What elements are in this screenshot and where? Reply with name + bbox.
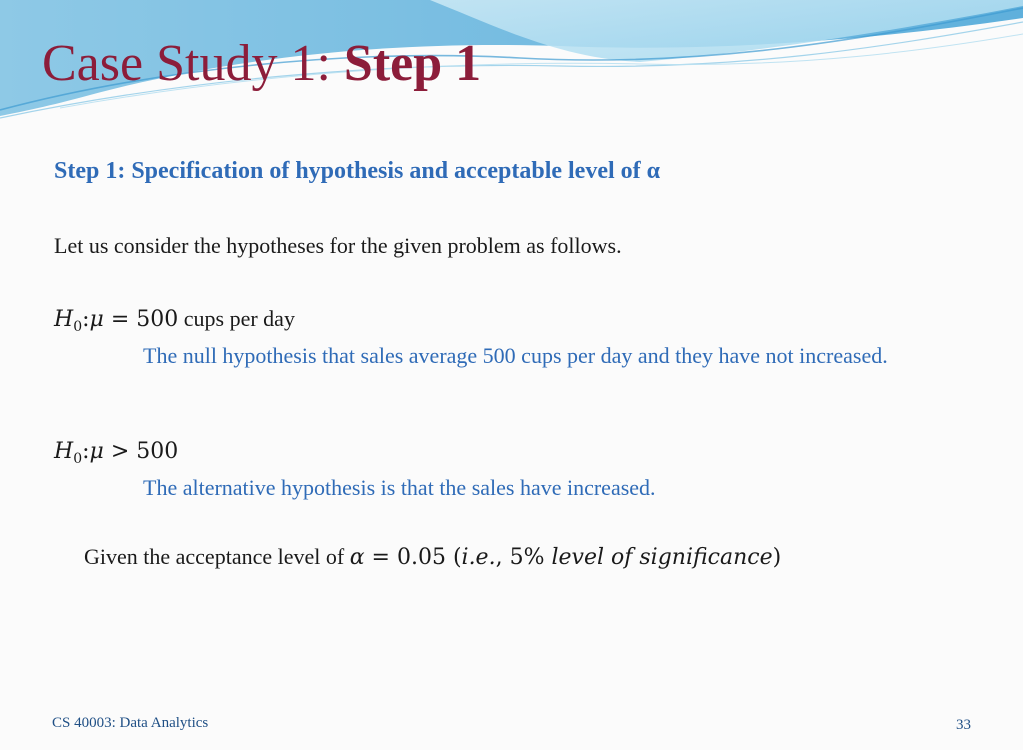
alternative-hypothesis-explanation: The alternative hypothesis is that the sales have increased. (143, 475, 656, 500)
comma: , (495, 545, 510, 570)
page-number: 33 (956, 717, 971, 733)
alternative-hypothesis-formula (54, 439, 179, 467)
null-hypothesis-formula (54, 307, 179, 335)
given-prefix: Given the acceptance level of (84, 544, 350, 569)
relation: = (103, 307, 137, 332)
title-bold: Step 1 (343, 35, 482, 92)
colon: : (82, 307, 90, 332)
step-subheading: Step 1: Specification of hypothesis and acceptable level of α (54, 158, 661, 184)
mu-symbol: μ (89, 439, 104, 464)
h-symbol: H (54, 307, 74, 332)
equals: = (364, 545, 397, 570)
value: 500 (136, 307, 179, 332)
relation: > (103, 439, 137, 464)
null-hypothesis-suffix: cups per day (178, 306, 295, 331)
alpha-value: 0.05 (396, 545, 446, 570)
h-subscript: 0 (73, 319, 83, 335)
h-symbol: H (54, 439, 74, 464)
value: 500 (136, 439, 179, 464)
h-subscript: 0 (73, 451, 83, 467)
percent: 5% (509, 545, 545, 570)
open-paren: ( (445, 545, 462, 570)
slide-title (42, 35, 482, 92)
significance-phrase: level of significance (544, 545, 773, 570)
title-plain: Case Study 1: (42, 35, 344, 92)
colon: : (82, 439, 90, 464)
significance-level-statement (84, 544, 781, 570)
ie-abbrev: i.e. (461, 545, 496, 570)
alternative-hypothesis (54, 438, 178, 467)
null-hypothesis-explanation: The null hypothesis that sales average 500 cups per day and they have not increased. (143, 343, 888, 368)
footer-course: CS 40003: Data Analytics (52, 715, 209, 731)
alpha-symbol: α (349, 545, 365, 570)
mu-symbol: μ (89, 307, 104, 332)
null-hypothesis (54, 306, 295, 335)
close-paren: ) (772, 545, 782, 570)
significance-formula (350, 545, 782, 570)
intro-text: Let us consider the hypotheses for the given problem as follows. (54, 233, 622, 258)
